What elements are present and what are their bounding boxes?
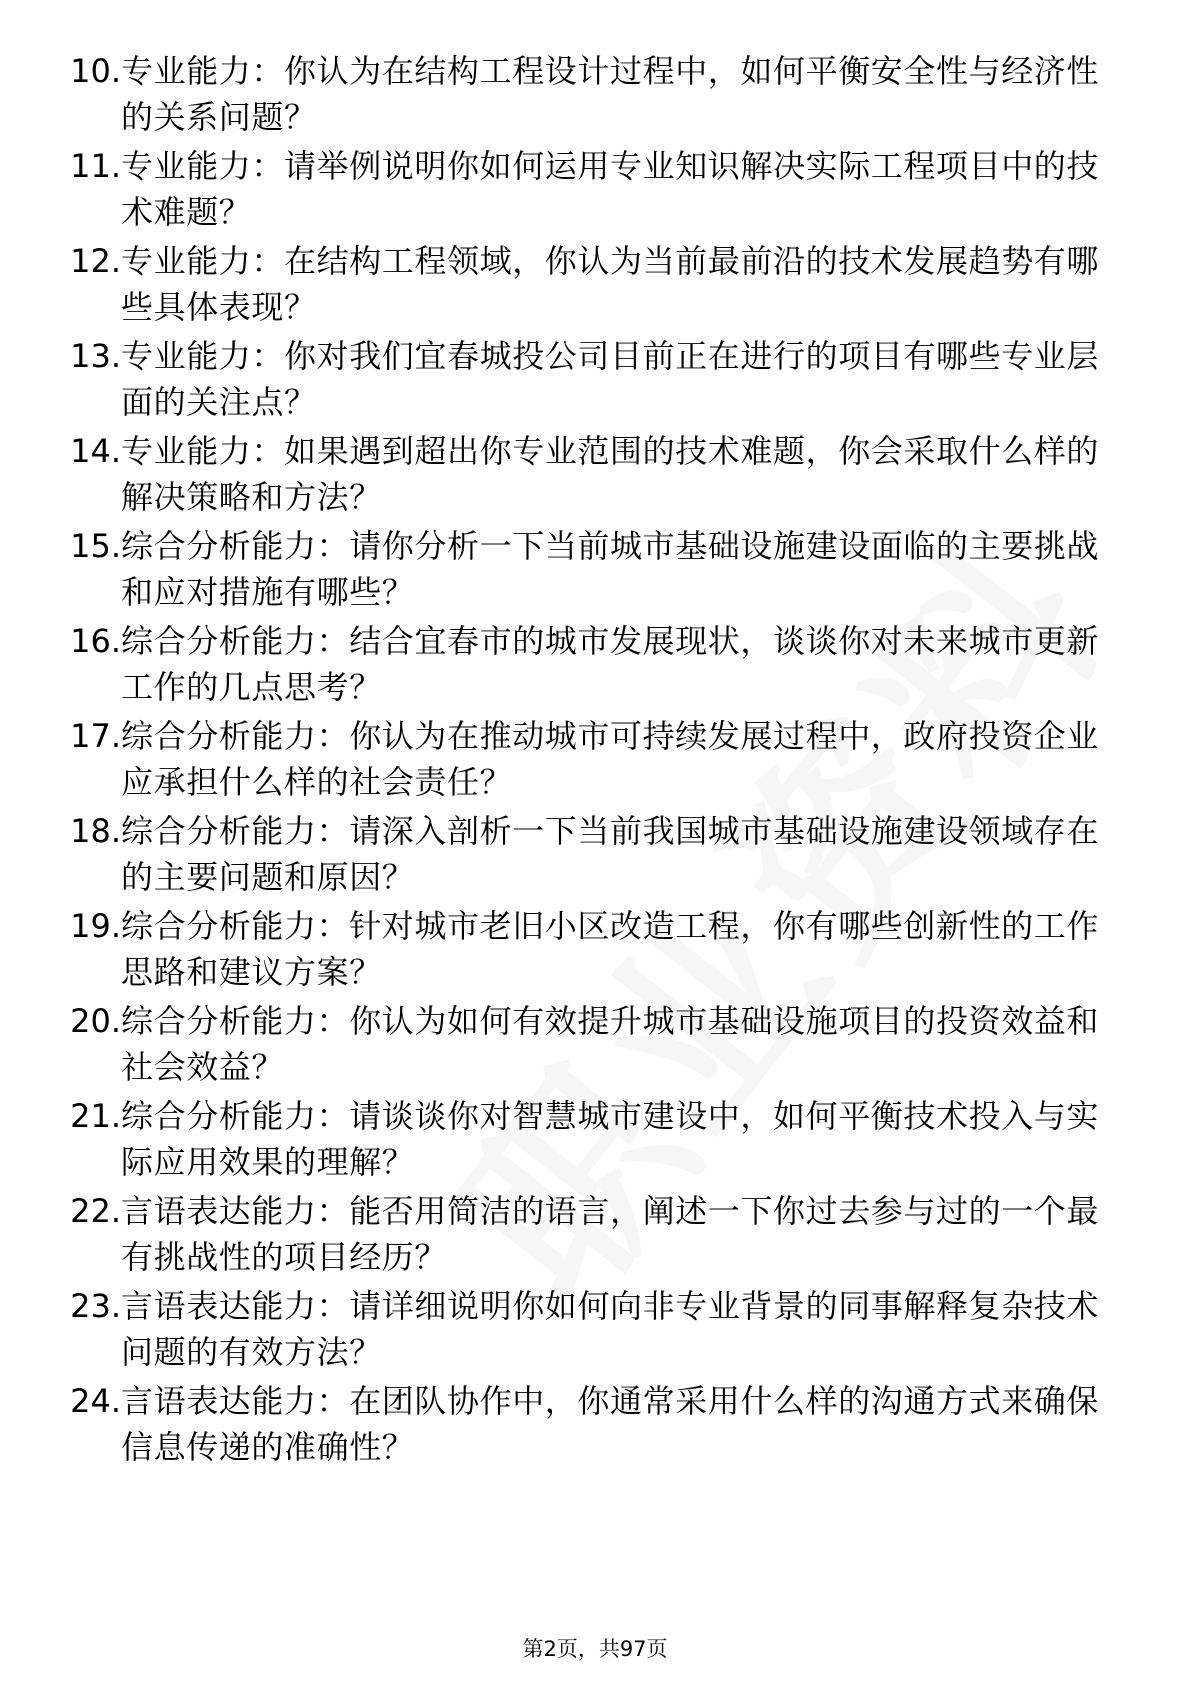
question-text: 综合分析能力：请谈谈你对智慧城市建设中，如何平衡技术投入与实际应用效果的理解？	[121, 1097, 1100, 1181]
question-number: 23.	[70, 1287, 121, 1325]
question-text: 综合分析能力：请深入剖析一下当前我国城市基础设施建设领域存在的主要问题和原因？	[121, 812, 1100, 896]
question-number: 22.	[70, 1192, 121, 1230]
question-item	[55, 1093, 1115, 1188]
question-text: 专业能力：如果遇到超出你专业范围的技术难题，你会采取什么样的解决策略和方法？	[121, 432, 1100, 516]
question-number: 13.	[70, 337, 121, 375]
question-item	[55, 618, 1115, 713]
question-text: 综合分析能力：结合宜春市的城市发展现状，谈谈你对未来城市更新工作的几点思考？	[121, 622, 1100, 706]
question-number: 12.	[70, 242, 121, 280]
question-text: 专业能力：你认为在结构工程设计过程中，如何平衡安全性与经济性的关系问题？	[121, 52, 1100, 136]
question-text: 综合分析能力：请你分析一下当前城市基础设施建设面临的主要挑战和应对措施有哪些？	[121, 527, 1100, 611]
question-item	[55, 428, 1115, 523]
question-text: 综合分析能力：针对城市老旧小区改造工程，你有哪些创新性的工作思路和建议方案？	[121, 907, 1100, 991]
question-number: 19.	[70, 907, 121, 945]
question-number: 20.	[70, 1002, 121, 1040]
page-indicator: 第2页，共97页	[522, 1637, 668, 1661]
question-item	[55, 1378, 1115, 1473]
question-number: 14.	[70, 432, 121, 470]
question-item	[55, 1188, 1115, 1283]
question-number: 10.	[70, 52, 121, 90]
question-text: 专业能力：你对我们宜春城投公司目前正在进行的项目有哪些专业层面的关注点？	[121, 337, 1100, 421]
question-number: 21.	[70, 1097, 121, 1135]
question-text: 综合分析能力：你认为如何有效提升城市基础设施项目的投资效益和社会效益？	[121, 1002, 1100, 1086]
question-item	[55, 143, 1115, 238]
question-text: 言语表达能力：在团队协作中，你通常采用什么样的沟通方式来确保信息传递的准确性？	[121, 1382, 1100, 1466]
question-item	[55, 523, 1115, 618]
question-text: 专业能力：在结构工程领域，你认为当前最前沿的技术发展趋势有哪些具体表现？	[121, 242, 1100, 326]
question-number: 11.	[70, 147, 121, 185]
question-item	[55, 808, 1115, 903]
question-item	[55, 998, 1115, 1093]
question-number: 17.	[70, 717, 121, 755]
question-text: 言语表达能力：能否用简洁的语言，阐述一下你过去参与过的一个最有挑战性的项目经历？	[121, 1192, 1100, 1276]
question-item	[55, 48, 1115, 143]
question-number: 18.	[70, 812, 121, 850]
question-item	[55, 238, 1115, 333]
question-item	[55, 333, 1115, 428]
question-item	[55, 713, 1115, 808]
question-number: 15.	[70, 527, 121, 565]
question-text: 专业能力：请举例说明你如何运用专业知识解决实际工程项目中的技术难题？	[121, 147, 1100, 231]
question-list	[55, 48, 1115, 1473]
question-text: 综合分析能力：你认为在推动城市可持续发展过程中，政府投资企业应承担什么样的社会责任？	[121, 717, 1100, 801]
question-number: 24.	[70, 1382, 121, 1420]
question-item	[55, 903, 1115, 998]
question-item	[55, 1283, 1115, 1378]
question-number: 16.	[70, 622, 121, 660]
question-text: 言语表达能力：请详细说明你如何向非专业背景的同事解释复杂技术问题的有效方法？	[121, 1287, 1100, 1371]
